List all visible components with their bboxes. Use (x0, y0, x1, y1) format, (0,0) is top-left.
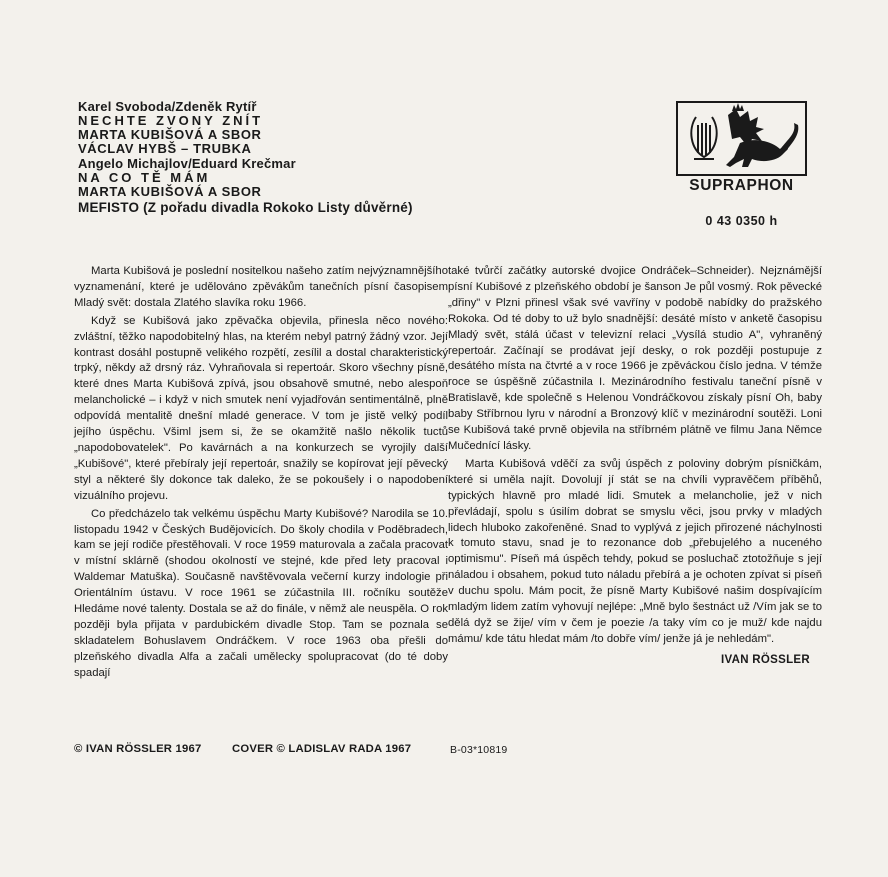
track1-soloist: VÁCLAV HYBŠ – TRUBKA (78, 141, 252, 156)
catalog-number: 0 43 0350 h (705, 214, 778, 228)
track2-title: NA CO TĚ MÁM (78, 170, 211, 185)
paragraph: Co předcházelo tak velkému úspěchu Marty Kubišové? Narodila se 10. listopadu 1942 v Českých Budějovicích. Do školy chodila v Poděbradech, kam se její rodiče přestěhovali. V roce 1959 maturovala a začala pracovat v místní sklárně (shodou okolností ve stejné, kde před lety pracoval i Waldemar Matuška). Současně navštěvovala večerní kurzy indologie při Orientálním ústavu. V roce 1961 se zúčastnila III. ročníku soutěže Hledáme nové talenty. Dostala se až do finále, v němž ale neuspěla. O rok později byla přijata v pardubickém divadle Stop. Tam se poznala se skladatelem Bohuslavem Ondráčkem. V roce 1963 oba přešli do plzeňského divadla Alfa a začali umělecky spolupracovat (do té doby spadají (74, 507, 448, 679)
cover-credit: COVER © LADISLAV RADA 1967 (232, 743, 412, 755)
paragraph: Marta Kubišová vděčí za svůj úspěch z poloviny dobrým písničkám, které si uměla najít. Dovolují jí stát se na chvíli vypravěčem příběhů, typických hlavně pro mladé lidi. Smutek a melancholie, jež v nich převládají, spolu s úsilím dobrat se smyslu věci, jsou prvky v mladých lidech hluboko zakořeněné. Snad to vyplývá z jejich přirozené náchylnosti k tomuto stavu, snad je to rezonance dob „přebujelého a nuceného optimismu". Píseň má úspěch tehdy, pokud se posluchač ztotožňuje s její náladou i obsahem, pokud tuto náladu přebírá a je ochoten zpívat si píseň v duchu spolu. Mám pocit, že písně Marty Kubišové našim dospívajícím mladým lidem zatím vyhovují nejlépe: „Mně bylo šestnáct už /Vím jak se to dělá dyž se žije/ vím v čem je poezie /a taky vím co je muž/ kde najdu mámu/ kde tátu hledat mám /to dobře vím/ jenže já je nehledám". (448, 457, 822, 645)
liner-notes-right-column (448, 264, 822, 666)
source-line: MEFISTO (Z pořadu divadla Rokoko Listy důvěrné) (78, 200, 413, 215)
copyright-text: © IVAN RÖSSLER 1967 (74, 743, 202, 755)
print-code: B-03*10819 (450, 744, 508, 756)
track-listing (78, 100, 498, 215)
supraphon-logo-icon (676, 101, 807, 176)
track2-authors: Angelo Michajlov/Eduard Krečmar (78, 156, 296, 171)
track2-performer: MARTA KUBIŠOVÁ A SBOR (78, 184, 262, 199)
author-signature: IVAN RÖSSLER (720, 653, 810, 666)
paragraph: Když se Kubišová jako zpěvačka objevila, přinesla něco nového: zvláštní, těžko napodobitelný hlas, na kterém nebyl patrný žádný vzor. Její kontrast dosáhl postupně velikého rozpětí, zesílil a dostal charakteristický trpký, někdy až drsný ráz. Vyhraňovala si repertoár. Skoro všechny písně, které dnes Marta Kubišová zpívá, jsou obsahově smutné, nebo alespoň melancholické – i když v nich smutek není vyjadřován sentimentálně, plně odpovídá mentalitě dnešní mladé generace. V tom je jistě velký podíl jejího úspěchu. Všiml jsem si, že se okamžitě našlo několik tuctů „napodobovatelek". Po kavárnách a na konkurzech se vyrojily další „Kubišové", které přebíraly její repertoár, snažily se kopírovat její pěvecký styl a některé šly dokonce tak daleko, že se pokoušely i o napodobení vizuálního projevu. (74, 314, 448, 502)
track1-performer: MARTA KUBIŠOVÁ A SBOR (78, 127, 262, 142)
track1-authors: Karel Svoboda/Zdeněk Rytíř (78, 99, 257, 114)
paragraph: také tvůrčí začátky autorské dvojice Ondráček–Schneider). Nejznámější písní Kubišové z plzeňského období je šanson Je půl vosmý. Rok pěvecké „dřiny" v Plzni přinesl však své vavříny v podobě nabídky do pražského Rokoka. Od té doby to už bylo snadnější: desáté místo v anketě časopisu Mladý svět, stálá účast v televizní relaci „Vysílá studio A", vyhraněný repertoár. Začínají se prodávat její desky, o rok později postupuje z desátého místa na čtvrté a v roce 1966 je zpěváckou číslo jedna. V témže roce se úspěšně zúčastnila I. Mezinárodního festivalu taneční písně v Bratislavě, kde společně s Helenou Vondráčkovou získaly písní Oh, baby baby Stříbrnou lyru v národní a Bronzový klíč v mezinárodní soutěži. Loni se Kubišová také prvně objevila na stříbrném plátně ve filmu Jana Němce Mučednící lásky. (448, 265, 822, 452)
track1-title: NECHTE ZVONY ZNÍT (78, 113, 264, 128)
liner-notes-left-column (74, 264, 448, 684)
brand-name: SUPRAPHON (689, 177, 794, 194)
paragraph: Marta Kubišová je poslední nositelkou našeho zatím nejvýznamnějšího vyznamenání, které je udělováno zpěvákům tanečních písní časopisem Mladý svět: dostala Zlatého slavíka roku 1966. (74, 265, 448, 309)
